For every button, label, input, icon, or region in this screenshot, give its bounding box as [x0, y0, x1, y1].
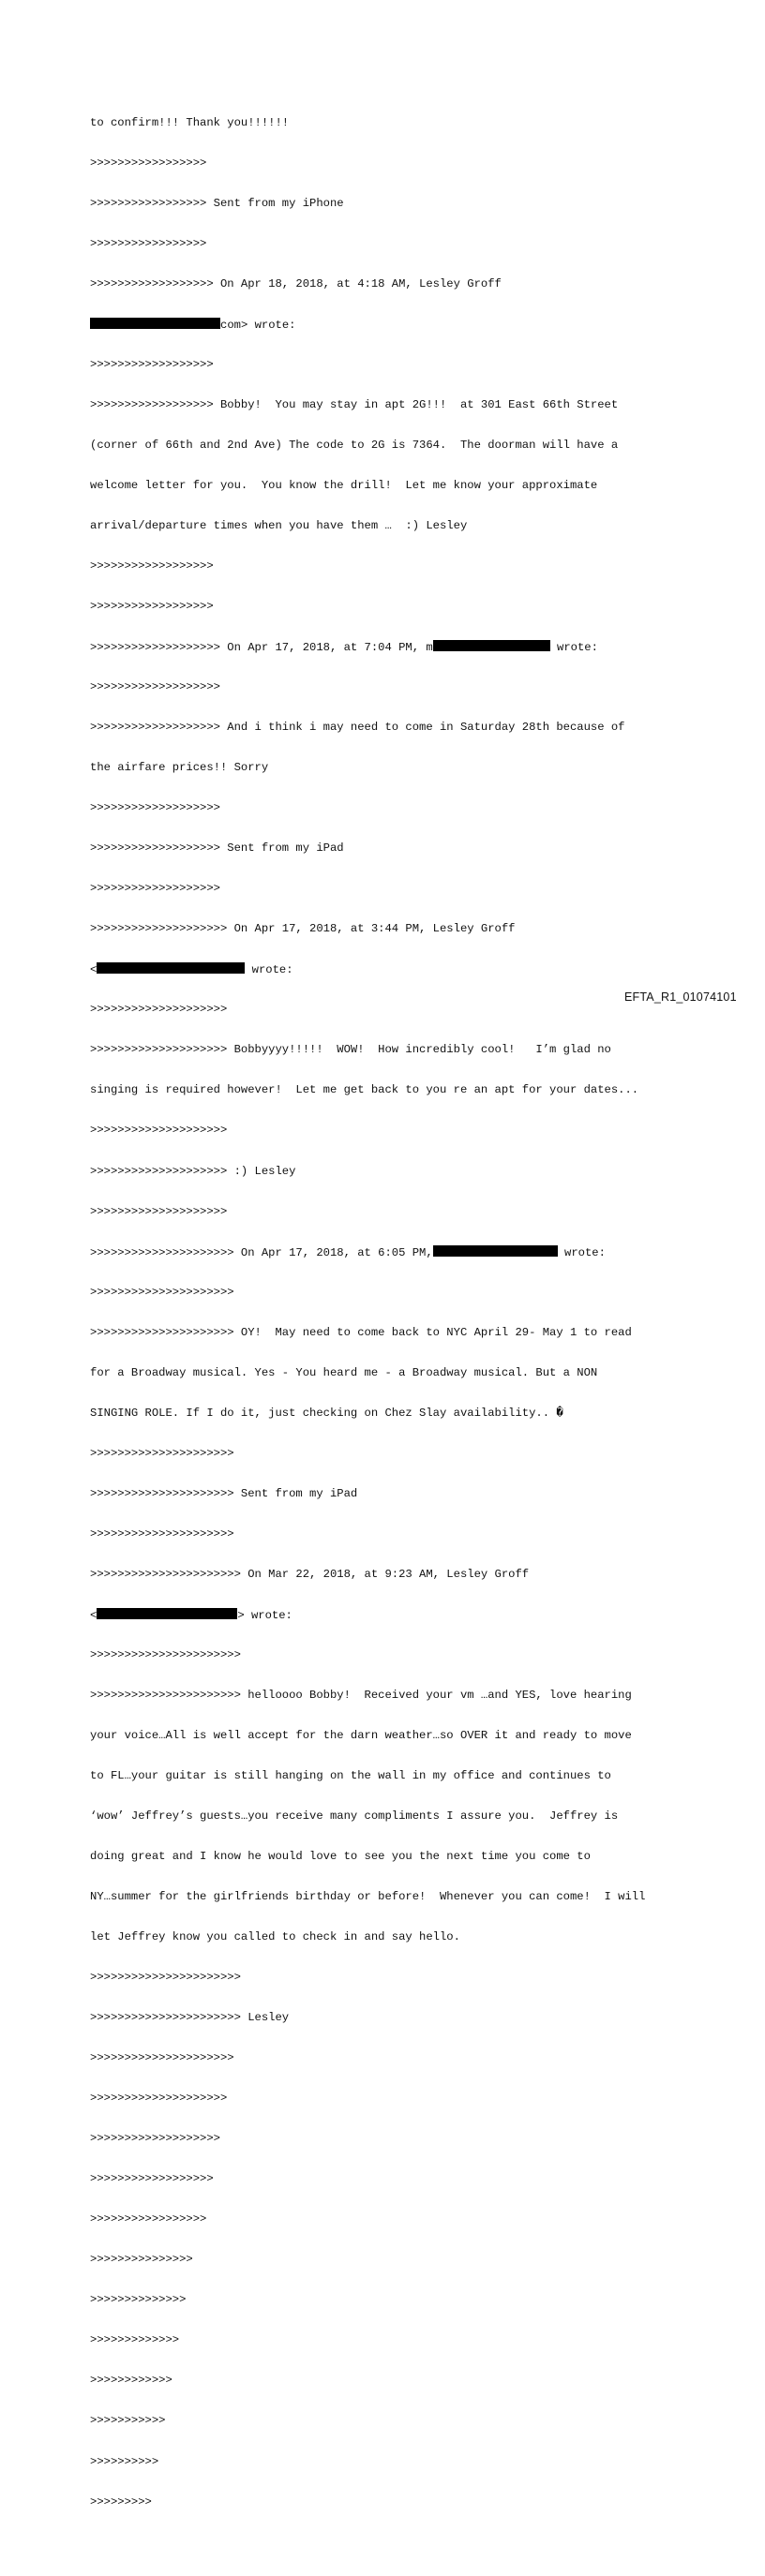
text-line: >>>>>>>>>>>>>>>>>>>>> [90, 2051, 234, 2065]
text-line: >>>>>>>>>>>>>>>>>>>>> Sent from my iPad [90, 1486, 358, 1500]
text-line: >>>>>>>>>>>>>>>>>>> [90, 801, 220, 815]
text-line: singing is required however! Let me get back to you re an apt for your dates... [90, 1083, 639, 1097]
text-line: >>>>>>>>>>>>>>>>>>>>>> helloooo Bobby! Received your vm …and YES, love hearing [90, 1688, 632, 1702]
line-text: com> wrote: [220, 318, 296, 332]
text-line: >>>>>>>>>>>>>>>>>>>> :) Lesley [90, 1164, 296, 1178]
line-text-tail [558, 1246, 564, 1259]
line-text: >>>>>>>>>>>>>>>>>>>>> On Apr 17, 2018, at 6:05 PM, [90, 1245, 433, 1259]
text-line: >>>>>>>>>>> [90, 2414, 166, 2428]
text-line: >>>>>>>>>>>>>>>>>>>> [90, 2092, 228, 2106]
text-line: >>>>>>>>>>>>>>>>>>>>> OY! May need to come back to NYC April 29- May 1 to read [90, 1325, 632, 1339]
text-line: >>>>>>>>>>>>>>>>> [90, 236, 207, 250]
line-text-tail: wrote: [251, 963, 293, 977]
text-line: SINGING ROLE. If I do it, just checking on Chez Slay availability.. � [90, 1406, 563, 1420]
text-line: to confirm!!! Thank you!!!!!! [90, 115, 290, 129]
text-line: >>>>>>>>>>>>>>>>>>> And i think i may need to come in Saturday 28th because of [90, 721, 625, 735]
redaction-box [433, 640, 550, 651]
text-line: >>>>>>>>>>>>>>>>>> [90, 357, 214, 371]
text-line: (corner of 66th and 2nd Ave) The code to 2G is 7364. The doorman will have a [90, 438, 619, 452]
text-line: >>>>>>>>>>>>>>>>>>>>>> [90, 1647, 241, 1661]
line-text-tail [550, 641, 557, 654]
text-line: NY…summer for the girlfriends birthday or before! Whenever you can come! I will [90, 1890, 646, 1904]
text-line-with-redaction [90, 1245, 709, 1258]
redaction-box [433, 1245, 558, 1257]
text-line-with-redaction [90, 1608, 709, 1621]
text-line: >>>>>>>>>>>>>>>>>>>> Bobbyyyy!!!!! WOW! How incredibly cool! I’m glad no [90, 1043, 611, 1057]
text-line: >>>>>>>>>>>>> [90, 2333, 180, 2347]
text-line: let Jeffrey know you called to check in and say hello. [90, 1930, 460, 1944]
text-line: >>>>>>>>>>>>>>>>>> [90, 559, 214, 573]
text-line: to FL…your guitar is still hanging on the wall in my office and continues to [90, 1768, 611, 1782]
text-line: >>>>>>>>> [90, 2494, 152, 2509]
redaction-box [97, 962, 245, 974]
text-line: >>>>>>>>>>>>>>>>>> [90, 2172, 214, 2186]
text-line: >>>>>>>>>>>>>>>>>> [90, 600, 214, 614]
line-text-tail [245, 963, 251, 976]
line-text: < [90, 1608, 98, 1622]
text-line: ‘wow’ Jeffrey’s guests…you receive many compliments I assure you. Jeffrey is [90, 1809, 619, 1823]
text-line: >>>>>>>>>>>>>>>>>>>>> [90, 1285, 234, 1299]
text-line-with-redaction [90, 640, 709, 653]
text-line: >>>>>>>>>>>> [90, 2374, 172, 2388]
text-line-with-redaction [90, 318, 709, 331]
text-line: >>>>>>>>>>>>>>>>>>> [90, 680, 220, 694]
text-line: >>>>>>>>>>>>>> [90, 2293, 187, 2307]
text-line: for a Broadway musical. Yes - You heard me - a Broadway musical. But a NON [90, 1365, 598, 1379]
text-line: welcome letter for you. You know the drill! Let me know your approximate [90, 478, 598, 492]
text-line: >>>>>>>>>>>>>>>>>>> Sent from my iPad [90, 841, 344, 856]
text-line: >>>>>>>>>>>>>>>>>> Bobby! You may stay in apt 2G!!! at 301 East 66th Street [90, 397, 619, 411]
text-line: >>>>>>>>>>>>>>>>> Sent from my iPhone [90, 196, 344, 210]
redaction-box [97, 1608, 237, 1619]
text-line: your voice…All is well accept for the darn weather…so OVER it and ready to move [90, 1728, 632, 1742]
text-line [90, 2536, 709, 2549]
text-line: >>>>>>>>>>>>>>>>>>>>> [90, 1526, 234, 1541]
document-id-footer: EFTA_R1_01074101 [624, 990, 737, 1004]
text-line: doing great and I know he would love to see you the next time you come to [90, 1850, 591, 1864]
text-line: >>>>>>>>>>>>>>>>>>>> [90, 1124, 228, 1138]
line-text-tail: > wrote: [237, 1608, 292, 1622]
text-line: >>>>>>>>>>>>>>>>>>>>> [90, 1446, 234, 1460]
text-line: >>>>>>>>>>>>>>>>>>> [90, 882, 220, 896]
line-text-tail: wrote: [564, 1245, 606, 1259]
redaction-box [90, 318, 220, 329]
text-line: >>>>>>>>>>>>>>>>>> On Apr 18, 2018, at 4:18 AM, Lesley Groff [90, 276, 502, 290]
text-line: >>>>>>>>>>>>>>>>>>>> [90, 1204, 228, 1218]
email-thread-body [90, 89, 709, 2576]
text-line-with-redaction [90, 962, 709, 975]
text-line: the airfare prices!! Sorry [90, 761, 269, 775]
text-line: >>>>>>>>>>>>>>>>>>> [90, 2132, 220, 2146]
text-line: arrival/departure times when you have them … :) Lesley [90, 519, 468, 532]
text-line: >>>>>>>>>>>>>>>>>>>> [90, 1003, 228, 1017]
text-line: >>>>>>>>>>>>>>>>>>>> On Apr 17, 2018, at 3:44 PM, Lesley Groff [90, 922, 516, 936]
text-line: >>>>>>>>>> [90, 2454, 159, 2468]
text-line: >>>>>>>>>>>>>>>>>>>>>> Lesley [90, 2011, 290, 2025]
line-text-tail: wrote: [557, 641, 598, 655]
text-line: >>>>>>>>>>>>>>>>>>>>>> [90, 1971, 241, 1985]
line-text: >>>>>>>>>>>>>>>>>>> On Apr 17, 2018, at 7:04 PM, m [90, 641, 433, 655]
text-line: >>>>>>>>>>>>>>> [90, 2253, 193, 2267]
text-line: >>>>>>>>>>>>>>>>> [90, 156, 207, 170]
text-line: >>>>>>>>>>>>>>>>>>>>>> On Mar 22, 2018, at 9:23 AM, Lesley Groff [90, 1567, 530, 1581]
line-text: < [90, 963, 98, 977]
text-line: >>>>>>>>>>>>>>>>> [90, 2212, 207, 2226]
